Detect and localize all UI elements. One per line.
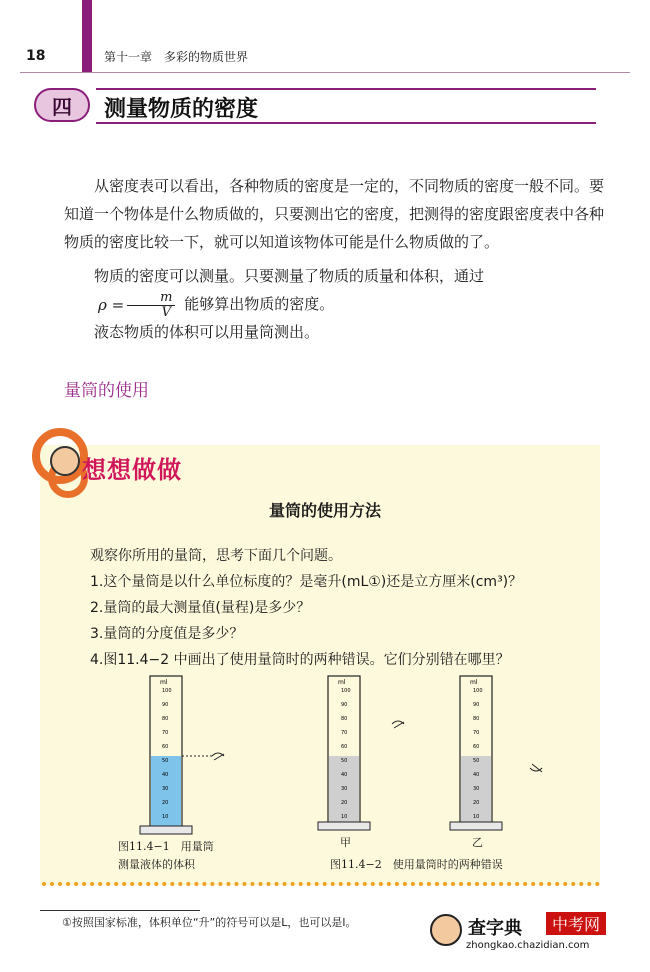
svg-text:ml: ml bbox=[470, 679, 478, 686]
subheading: 量筒的使用 bbox=[64, 381, 149, 401]
watermark bbox=[430, 910, 640, 960]
question-1: 1.这个量筒是以什么单位标度的？是毫升(mL①)还是立方厘米(cm³)？ bbox=[90, 574, 523, 590]
svg-text:30: 30 bbox=[473, 786, 480, 792]
eye-icon bbox=[530, 764, 542, 772]
svg-text:80: 80 bbox=[473, 716, 480, 722]
watermark-url: zhongkao.chazidian.com bbox=[466, 940, 590, 951]
section-number-badge: 四 bbox=[34, 88, 90, 122]
svg-text:40: 40 bbox=[341, 772, 348, 778]
svg-text:100: 100 bbox=[473, 688, 483, 694]
eye-icon bbox=[392, 721, 404, 728]
paragraph-2-text: 物质的密度可以测量。只要测量了物质的质量和体积，通过 bbox=[94, 267, 485, 285]
svg-text:90: 90 bbox=[162, 702, 169, 708]
svg-text:10: 10 bbox=[473, 814, 480, 820]
svg-text:20: 20 bbox=[473, 800, 480, 806]
footnote-rule bbox=[40, 910, 200, 911]
figure-2-caption: 图11.4−2 使用量筒时的两种错误 bbox=[330, 858, 503, 871]
figure-1-caption-line1: 图11.4−1 用量筒 bbox=[118, 840, 214, 853]
svg-text:70: 70 bbox=[162, 730, 169, 736]
cylinder-base bbox=[140, 826, 192, 834]
eye-icon bbox=[212, 753, 224, 760]
svg-text:30: 30 bbox=[341, 786, 348, 792]
svg-text:80: 80 bbox=[341, 716, 348, 722]
question-3: 3.量筒的分度值是多少？ bbox=[90, 626, 244, 642]
cylinder-correct bbox=[140, 676, 224, 834]
svg-text:10: 10 bbox=[162, 814, 169, 820]
svg-text:90: 90 bbox=[341, 702, 348, 708]
svg-text:50: 50 bbox=[162, 758, 169, 764]
svg-text:10: 10 bbox=[341, 814, 348, 820]
watermark-sub: 中考网 bbox=[546, 912, 606, 935]
svg-text:ml: ml bbox=[338, 679, 346, 686]
footnote: ①按照国家标准，体积单位“升”的符号可以是L，也可以是l。 bbox=[62, 916, 357, 929]
cylinder-jia bbox=[318, 676, 404, 830]
activity-title: 量筒的使用方法 bbox=[268, 501, 381, 520]
paragraph-2-end: 能够算出物质的密度。 bbox=[184, 295, 335, 313]
svg-text:70: 70 bbox=[341, 730, 348, 736]
svg-text:90: 90 bbox=[473, 702, 480, 708]
svg-text:60: 60 bbox=[341, 744, 348, 750]
svg-text:20: 20 bbox=[162, 800, 169, 806]
svg-text:60: 60 bbox=[162, 744, 169, 750]
svg-text:20: 20 bbox=[341, 800, 348, 806]
label-jia: 甲 bbox=[340, 836, 351, 849]
svg-text:50: 50 bbox=[341, 758, 348, 764]
question-2: 2.量筒的最大测量值(量程)是多少？ bbox=[90, 600, 311, 616]
svg-text:60: 60 bbox=[473, 744, 480, 750]
section-title: 测量物质的密度 bbox=[104, 97, 259, 122]
dotted-divider bbox=[42, 882, 600, 886]
svg-text:30: 30 bbox=[162, 786, 169, 792]
watermark-brand: 查字典 bbox=[468, 918, 522, 939]
svg-text:40: 40 bbox=[473, 772, 480, 778]
formula-numerator: m bbox=[127, 291, 175, 306]
figure-1-caption-line2: 测量液体的体积 bbox=[118, 858, 195, 871]
watermark-mascot-icon bbox=[430, 914, 462, 946]
svg-text:50: 50 bbox=[473, 758, 480, 764]
formula-denominator: V bbox=[161, 304, 172, 320]
page-number: 18 bbox=[26, 48, 46, 64]
activity-badge: 想想做做 bbox=[82, 456, 182, 484]
question-intro: 观察你所用的量筒，思考下面几个问题。 bbox=[90, 548, 342, 564]
svg-text:70: 70 bbox=[473, 730, 480, 736]
svg-text:100: 100 bbox=[341, 688, 351, 694]
label-yi: 乙 bbox=[472, 836, 483, 849]
formula-lhs: ρ = bbox=[98, 296, 125, 314]
cylinder-yi bbox=[450, 676, 542, 830]
paragraph-1: 从密度表可以看出，各种物质的密度是一定的，不同物质的密度一般不同。要知道一个物体是什么物质做的，只要测出它的密度，把测得的密度跟密度表中各种物质的密度比较一下，就可以知道该物体可能是什么物质做的了。 bbox=[64, 177, 605, 251]
svg-text:80: 80 bbox=[162, 716, 169, 722]
svg-text:40: 40 bbox=[162, 772, 169, 778]
unit-label: ml bbox=[160, 679, 168, 686]
question-4: 4.图11.4−2 中画出了使用量筒时的两种错误。它们分别错在哪里？ bbox=[90, 652, 510, 668]
svg-text:100: 100 bbox=[162, 688, 172, 694]
chapter-title: 第十一章 多彩的物质世界 bbox=[104, 50, 249, 64]
paragraph-3: 液态物质的体积可以用量筒测出。 bbox=[94, 323, 320, 341]
